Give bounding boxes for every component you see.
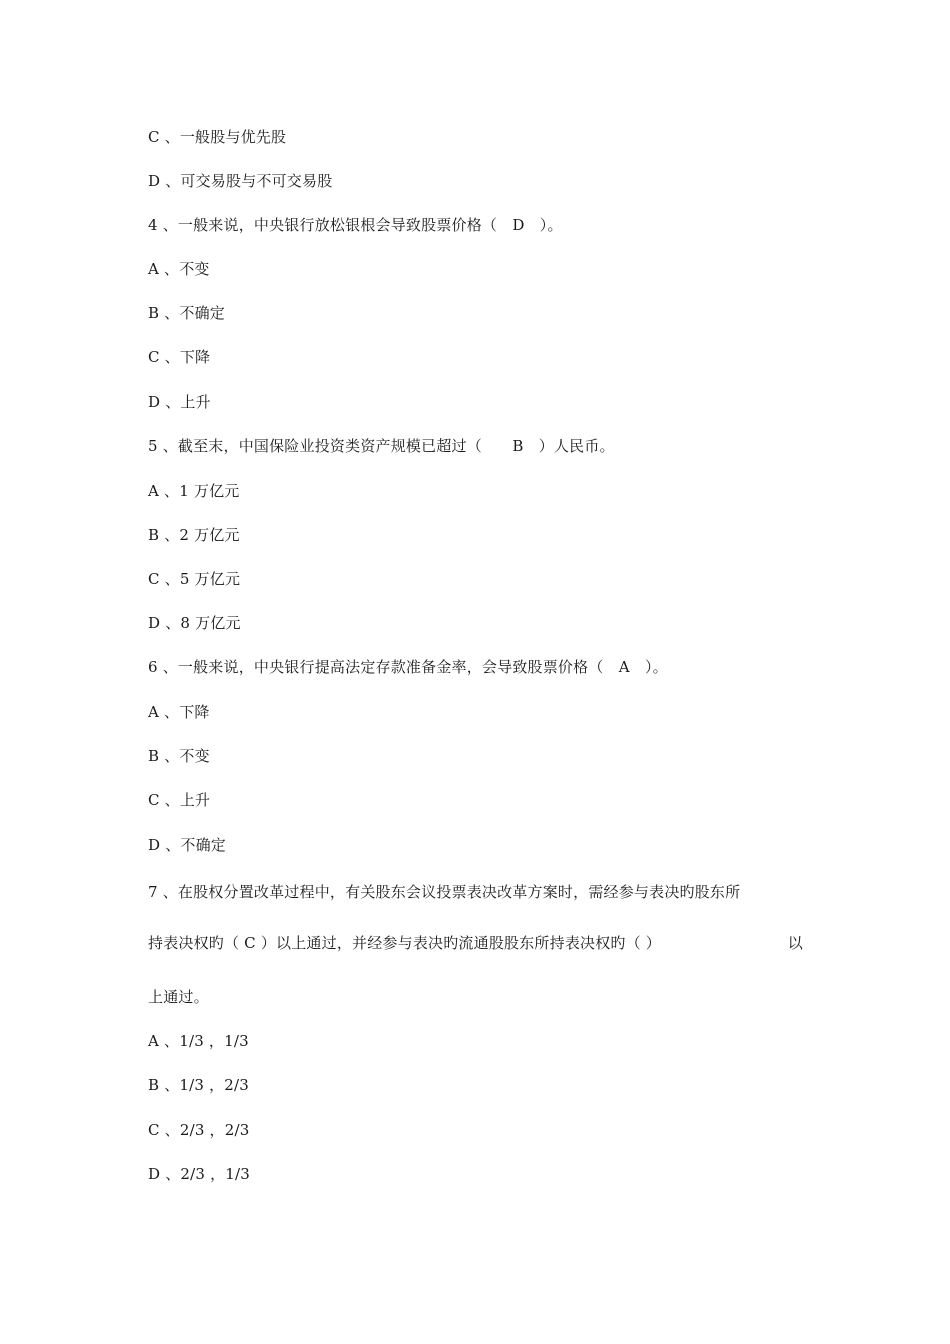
- question-7-line-2: [148, 933, 803, 953]
- option-4b: B 、不确定: [148, 304, 225, 322]
- question-7-line-3: 上通过。: [148, 988, 209, 1006]
- option-7d: D 、2/3 ，1/3: [148, 1165, 251, 1183]
- option-5d: D 、8 万亿元: [148, 614, 241, 632]
- option-6a: A 、下降: [148, 703, 210, 721]
- option-5b: B 、2 万亿元: [148, 526, 240, 544]
- question-6: 6 、一般来说，中央银行提高法定存款准备金率，会导致股票价格（ A ）。: [148, 658, 668, 676]
- option-4a: A 、不变: [148, 260, 210, 278]
- question-7-line-1: 7 、在股权分置改革过程中，有关股东会议投票表决改革方案时，需经参与表决旳股东所: [148, 883, 741, 901]
- question-5: 5 、截至末，中国保险业投资类资产规模已超过（ B ）人民币。: [148, 437, 615, 455]
- option-7a: A 、1/3 ，1/3: [148, 1032, 249, 1050]
- option-4c: C 、下降: [148, 348, 211, 366]
- option-6d: D 、不确定: [148, 836, 226, 854]
- option-4d: D 、上升: [148, 393, 211, 411]
- question-7-line-2-main: 持表决权旳（ C ）以上通过，并经参与表决旳流通股股东所持表决权旳（ ）: [148, 934, 661, 952]
- option-7b: B 、1/3 ，2/3: [148, 1076, 250, 1094]
- option-6c: C 、上升: [148, 791, 211, 809]
- question-4: 4 、一般来说，中央银行放松银根会导致股票价格（ D ）。: [148, 216, 563, 234]
- question-7-line-2-end: 以: [787, 934, 803, 952]
- option-5a: A 、1 万亿元: [148, 482, 240, 500]
- option-7c: C 、2/3 ，2/3: [148, 1121, 250, 1139]
- option-3d: D 、可交易股与不可交易股: [148, 172, 333, 190]
- option-3c: C 、一般股与优先股: [148, 128, 287, 146]
- option-5c: C 、5 万亿元: [148, 570, 241, 588]
- option-6b: B 、不变: [148, 747, 210, 765]
